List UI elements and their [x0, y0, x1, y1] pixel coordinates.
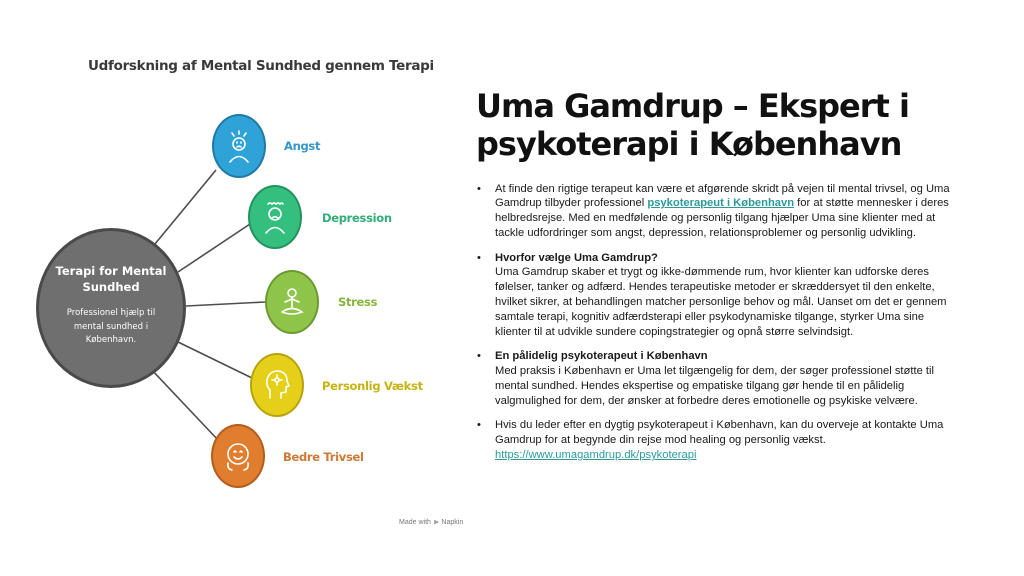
growth-head-icon: [262, 368, 292, 402]
napkin-logo-icon: ⫸: [433, 517, 439, 526]
node-label-depression: Depression: [322, 211, 392, 225]
connector-line: [186, 302, 265, 306]
bullet-contact: [476, 418, 962, 462]
bullet-heading: • En pålidelig psykoterapeut i København: [495, 350, 708, 363]
connector-line: [178, 224, 250, 272]
bullet-text: for at støtte mennesker i deres helbredsrejse. Med en medfølende og personlig tilgang hjælper Uma sine klienter med at tackle udfordringer som angst, depression, relationsproblemer og personlig udvikling.: [495, 197, 949, 239]
node-label-stress: Stress: [338, 295, 378, 309]
psykoterapeut-link[interactable]: psykoterapeut i København: [647, 197, 795, 210]
hub-circle: [36, 228, 186, 388]
content-panel: [476, 88, 962, 473]
watermark-brand: Napkin: [441, 518, 464, 526]
node-depression: [248, 185, 302, 249]
bullet-text: Uma Gamdrup skaber et trygt og ikke-dømmende rum, hvor klienter kan udforske deres følelser, tanker og adfærd. Hendes terapeutiske metoder er skræddersyet til den enkelte, hvilket sikrer, at behandlingen matcher personlige behov og mål. Uanset om det er gennem samtale terapi, kognitiv adfærdsterapi eller psykodynamiske tilgange, styrker Uma sine klienter til at udvikle sundere copingstrategier og opnå større selvindsigt.: [495, 266, 947, 338]
anxiety-face-icon: [224, 129, 254, 163]
website-link[interactable]: https://www.umagamdrup.dk/psykoterapi: [495, 449, 697, 461]
napkin-watermark: [399, 517, 463, 527]
sad-person-icon: [260, 200, 290, 234]
connector-line: [150, 170, 216, 250]
happy-face-icon: [223, 439, 253, 473]
meditating-person-icon: [277, 285, 307, 319]
diagram-title: Udforskning af Mental Sundhed gennem Terapi: [88, 58, 434, 74]
hub-subtitle: Professionel hjælp til mental sundhed i København.: [66, 308, 156, 346]
node-label-personlig-vaekst: Personlig Vækst: [322, 379, 423, 393]
bullet-text: At finde den rigtige terapeut kan være et afgørende skridt på vejen til mental trivsel, og Uma Gamdrup tilbyder professionel: [495, 182, 950, 210]
bullet-intro: [476, 182, 962, 241]
bullet-reliable: [476, 349, 962, 408]
node-label-bedre-trivsel: Bedre Trivsel: [283, 450, 364, 464]
connector-line: [178, 342, 252, 378]
watermark-text: Made with: [399, 518, 431, 526]
bullet-text: Med praksis i København er Uma let tilgængelig for dem, der søger professionel støtte til mental sundhed. Hendes ekspertise og empatiske tilgang gør hende til en pålidelig valgmulighed for dem, der ønsker at forbedre deres emotionelle og psykiske velvære.: [495, 365, 934, 407]
node-label-angst: Angst: [284, 139, 321, 153]
hub-title: Terapi for Mental Sundhed: [55, 264, 167, 295]
connector-line: [150, 368, 218, 440]
node-angst: [212, 114, 266, 178]
node-personlig-vaekst: [250, 353, 304, 417]
node-bedre-trivsel: [211, 424, 265, 488]
node-stress: [265, 270, 319, 334]
bullet-text: Hvis du leder efter en dygtig psykoterapeut i København, kan du overveje at kontakte Uma Gamdrup for at begynde din rejse mod healing og personlig vækst.: [495, 419, 944, 447]
bullet-heading: • Hvorfor vælge Uma Gamdrup?: [495, 251, 658, 264]
mind-map-diagram: [0, 0, 470, 576]
bullet-list: [476, 182, 962, 463]
bullet-why-choose: [476, 251, 962, 340]
page-title: Uma Gamdrup – Ekspert i psykoterapi i København: [476, 87, 909, 163]
